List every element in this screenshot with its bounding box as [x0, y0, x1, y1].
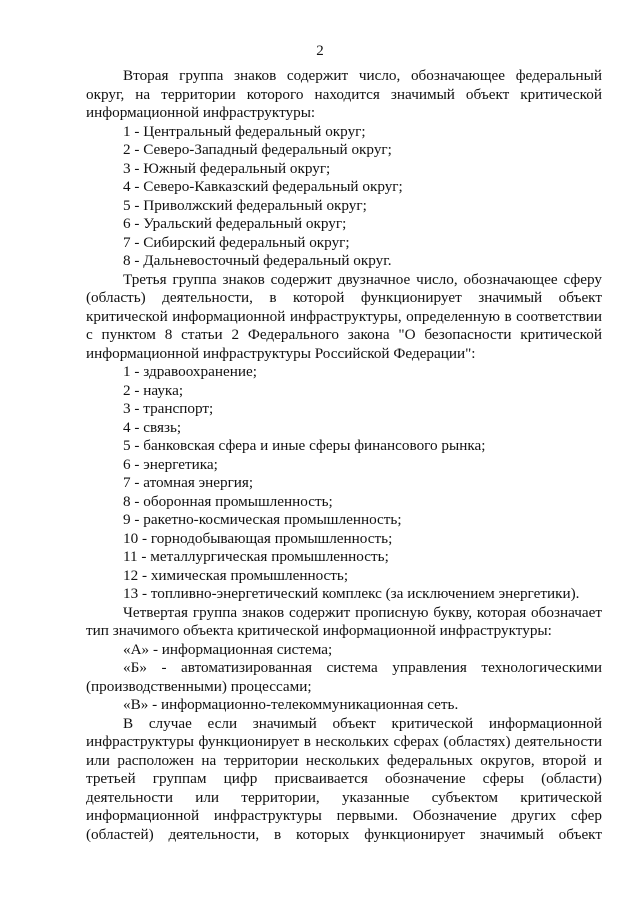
- activity-sphere-list: [86, 363, 602, 604]
- list-item: 9 - ракетно-космическая промышленность;: [123, 511, 402, 528]
- paragraph-multiple-spheres: В случае если значимый объект критической информационной инфраструктуры функционирует в нескольких сферах (областях) деятельности или расположен на территории нескольких федеральных округов, второй и третьей группам цифр присваивается обозначение сферы (области) деятельности или территории, указанные субъектом критической информационной инфраструктуры первыми. Обозначение других сфер (областей) деятельности, в которых функционирует значимый объект: [86, 714, 602, 843]
- list-item: 13 - топливно-энергетический комплекс (за исключением энергетики).: [123, 585, 580, 602]
- page-number: 2: [316, 43, 324, 59]
- list-item: 4 - связь;: [123, 418, 182, 436]
- list-item: 7 - атомная энергия;: [123, 474, 254, 491]
- list-item: 3 - Южный федеральный округ;: [123, 159, 331, 177]
- list-item: 11 - металлургическая промышленность;: [123, 548, 389, 565]
- list-item: 4 - Северо-Кавказский федеральный округ;: [123, 178, 403, 195]
- list-item: 10 - горнодобывающая промышленность;: [123, 529, 393, 547]
- list-item: «В» - информационно-телекоммуникационная сеть.: [123, 696, 459, 713]
- document-body: [86, 67, 602, 844]
- list-item: 5 - Приволжский федеральный округ;: [123, 196, 367, 214]
- list-item: 1 - Центральный федеральный округ;: [123, 122, 366, 140]
- list-item: 8 - оборонная промышленность;: [123, 492, 333, 510]
- federal-district-list: [86, 123, 602, 271]
- list-item: 2 - наука;: [123, 381, 184, 399]
- paragraph-third-group: Третья группа знаков содержит двузначное число, обозначающее сферу (область) деятельности, в которой функционирует значимый объект критической информационной инфраструктуры, определенную в соответствии с пунктом 8 статьи 2 Федерального закона "О безопасности критической информационной инфраструктуры Российской Федерации":: [86, 270, 602, 362]
- list-item: 12 - химическая промышленность;: [123, 566, 349, 584]
- list-item: «А» - информационная система;: [123, 640, 333, 658]
- list-item: 2 - Северо-Западный федеральный округ;: [123, 141, 392, 158]
- list-item: 7 - Сибирский федеральный округ;: [123, 233, 350, 251]
- list-item: 6 - энергетика;: [123, 455, 218, 473]
- paragraph-second-group: Вторая группа знаков содержит число, обозначающее федеральный округ, на территории которого находится значимый объект критической информационной инфраструктуры:: [86, 67, 602, 121]
- list-item: 8 - Дальневосточный федеральный округ.: [123, 252, 392, 269]
- list-item: 3 - транспорт;: [123, 400, 214, 417]
- list-item: 1 - здравоохранение;: [123, 363, 257, 380]
- list-item: 6 - Уральский федеральный округ;: [123, 215, 347, 232]
- paragraph-fourth-group: Четвертая группа знаков содержит прописную букву, которая обозначает тип значимого объекта критической информационной инфраструктуры:: [86, 603, 602, 639]
- list-item: «Б» - автоматизированная система управления технологическими (производственными) процессами;: [86, 659, 602, 695]
- object-type-list: [86, 641, 602, 715]
- list-item: 5 - банковская сфера и иные сферы финансового рынка;: [123, 437, 486, 454]
